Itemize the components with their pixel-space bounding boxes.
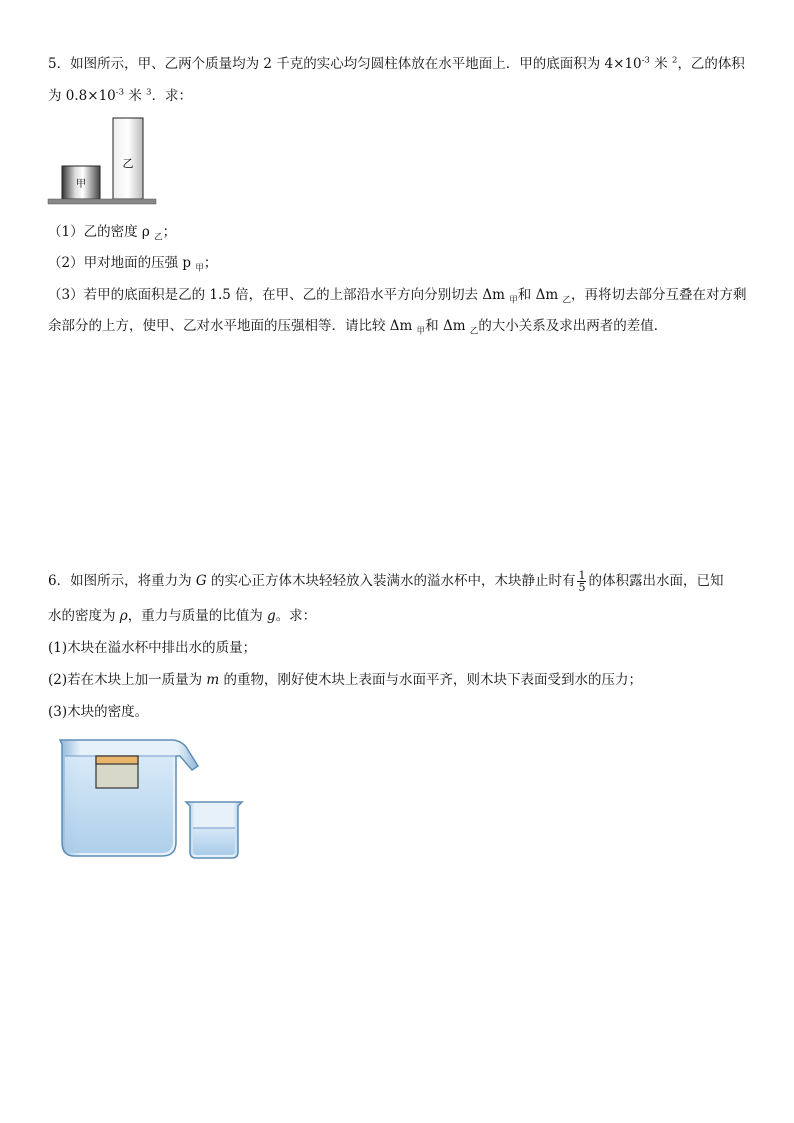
wood-block-exposed-top bbox=[96, 756, 138, 764]
beaker-water bbox=[193, 828, 235, 855]
ground bbox=[48, 199, 156, 204]
q5-line1: 5．如图所示，甲、乙两个质量均为 2 千克的实心均匀圆柱体放在水平地面上．甲的底面积为 $4\times 10^{-3}$ 米 $^2$，乙的体积 bbox=[48, 55, 745, 72]
q6-line1: 6．如图所示，将重力为 G 的实心正方体木块轻轻放入装满水的溢水杯中，木块静止时有 $\frac{1}{5}$ 的体积露出水面，已知 bbox=[48, 569, 724, 594]
q5-sub2: （2）甲对地面的压强 p $_甲$； bbox=[48, 255, 218, 274]
label-yi: 乙 bbox=[122, 157, 134, 170]
q6-sub1: (1)木块在溢水杯中排出水的质量； bbox=[48, 640, 257, 656]
q6-sub3: (3)木块的密度。 bbox=[48, 704, 149, 720]
q5-sub3-line2: 余部分的上方，使甲、乙对水平地面的压强相等．请比较 Δm $_甲$和 Δm $_乙$的大小关系及求出两者的差值． bbox=[48, 318, 668, 337]
q5-sub1: （1）乙的密度 ρ $_乙$； bbox=[48, 224, 177, 243]
fraction-one-fifth: $\frac{1}{5}$ bbox=[578, 569, 586, 594]
q5-sub3-line1: （3）若甲的底面积是乙的 1.5 倍，在甲、乙的上部沿水平方向分别切去 Δm $_甲$和 Δm $_乙$，再将切去部分互叠在对方剩 bbox=[48, 287, 747, 306]
q6-overflow-cup-figure bbox=[52, 730, 248, 862]
q5-line2: 为 $0.8\times 10^{-3}$ 米 $^3$．求： bbox=[48, 87, 193, 104]
q6-line2: 水的密度为 ρ，重力与质量的比值为 g。求： bbox=[48, 608, 317, 624]
q6-sub2: (2)若在木块上加一质量为 m 的重物，刚好使木块上表面与水面平齐，则木块下表面受到水的压力； bbox=[48, 672, 643, 688]
q5-cylinders-figure bbox=[44, 112, 160, 212]
label-jia: 甲 bbox=[76, 179, 86, 190]
